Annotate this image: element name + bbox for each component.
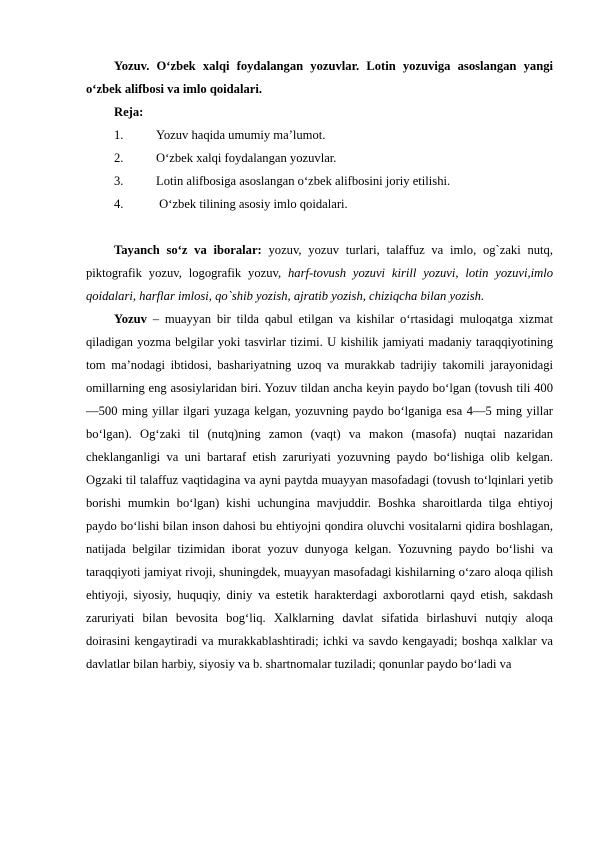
plan-item-number: 3.: [114, 174, 124, 188]
plan-item-number: 1.: [114, 128, 124, 142]
plan-item-number: 4.: [114, 197, 124, 211]
plan-item-text: Lotin alifbosiga asoslangan o‘zbek alifbosini joriy etilishi.: [156, 174, 451, 188]
document-page: [86, 55, 553, 676]
body-text: – muayyan bir tilda qabul etilgan va kishilar o‘rtasidagi muloqatga xizmat qiladigan yozma belgilar yoki tasvirlar tizimi. U kishilik jamiyati madaniy taraqqiyotining tom ma’nodagi ibtidosi, bashariyatning uzoq va murakkab tadrijiy takomili jarayonidagi omillarning eng asosiylaridan biri. Yozuv tildan ancha keyin paydo bo‘lgan (tovush tili 400—500 ming yillar ilgari yuzaga kelgan, yozuvning paydo bo‘lganiga esa 4—5 ming yillar bo‘lgan). Og‘zaki til (nutq)ning zamon (vaqt) va makon (masofa) nuqtai nazaridan cheklanganligi va uni bartaraf etish zaruriyati yozuvning paydo bo‘lishiga olib kelgan. Ogzaki til talaffuz vaqtidagina va ayni paytda muayyan masofadagi (tovush to‘lqinlari yetib borishi mumkin bo‘lgan) kishi uchungina mavjuddir. Boshka sharoitlarda tilga ehtiyoj paydo bo‘lishi bilan inson dahosi bu ehtiyojni qondira oluvchi vositalarni qidira boshlagan, natijada belgilar tizimidan iborat yozuv dunyoga kelgan. Yozuvning paydo bo‘lishi va taraqqiyoti jamiyat rivoji, shuningdek, muayyan masofadagi kishilarning o‘zaro aloqa qilish ehtiyoji, siyosiy, huquqiy, diniy va estetik harakterdagi axborotlarni qayd etish, sakdash zaruriyati bilan bevosita bog‘liq. Xalklarning davlat sifatida birlashuvi nutqiy aloqa doirasini kengaytiradi va murakkablashtiradi; ichki va savdo kengayadi; boshqa xalklar va davlatlar bilan harbiy, siyosiy va b. shartnomalar tuziladi; qonunlar paydo bo‘ladi va: [86, 312, 553, 671]
plan-item-number: 2.: [114, 151, 124, 165]
plan-list: [86, 124, 553, 216]
key-terms-paragraph: [86, 239, 553, 308]
body-paragraph: [86, 308, 553, 676]
plan-item-text: O‘zbek tilining asosiy imlo qoidalari.: [156, 197, 348, 211]
plan-item-text: O‘zbek xalqi foydalangan yozuvlar.: [156, 151, 337, 165]
plan-item: [86, 124, 553, 147]
document-heading: Yozuv. O‘zbek xalqi foydalangan yozuvlar. Lotin yozuviga asoslangan yangi o‘zbek alifbosi va imlo qoidalari.: [86, 59, 553, 96]
plan-title: Reja:: [114, 105, 144, 119]
key-terms-plain: yozuv, yozuv turlari, talaffuz va imlo, og`zaki nutq, piktografik yozuv, logografik yozuv,: [86, 243, 553, 280]
spacer: [86, 216, 553, 239]
plan-item: [86, 147, 553, 170]
plan-item-text: Yozuv haqida umumiy ma’lumot.: [156, 128, 326, 142]
key-terms-italic: harf-tovush yozuvi kirill yozuvi, lotin yozuvi,imlo qoidalari, harflar imlosi, qo`shib yozish, ajratib yozish, chiziqcha bilan yozish.: [86, 266, 554, 303]
plan-item: [86, 193, 553, 216]
body-term: Yozuv: [114, 312, 147, 326]
key-terms-label: Tayanch so‘z va iboralar:: [114, 243, 262, 257]
plan-item: [86, 170, 553, 193]
